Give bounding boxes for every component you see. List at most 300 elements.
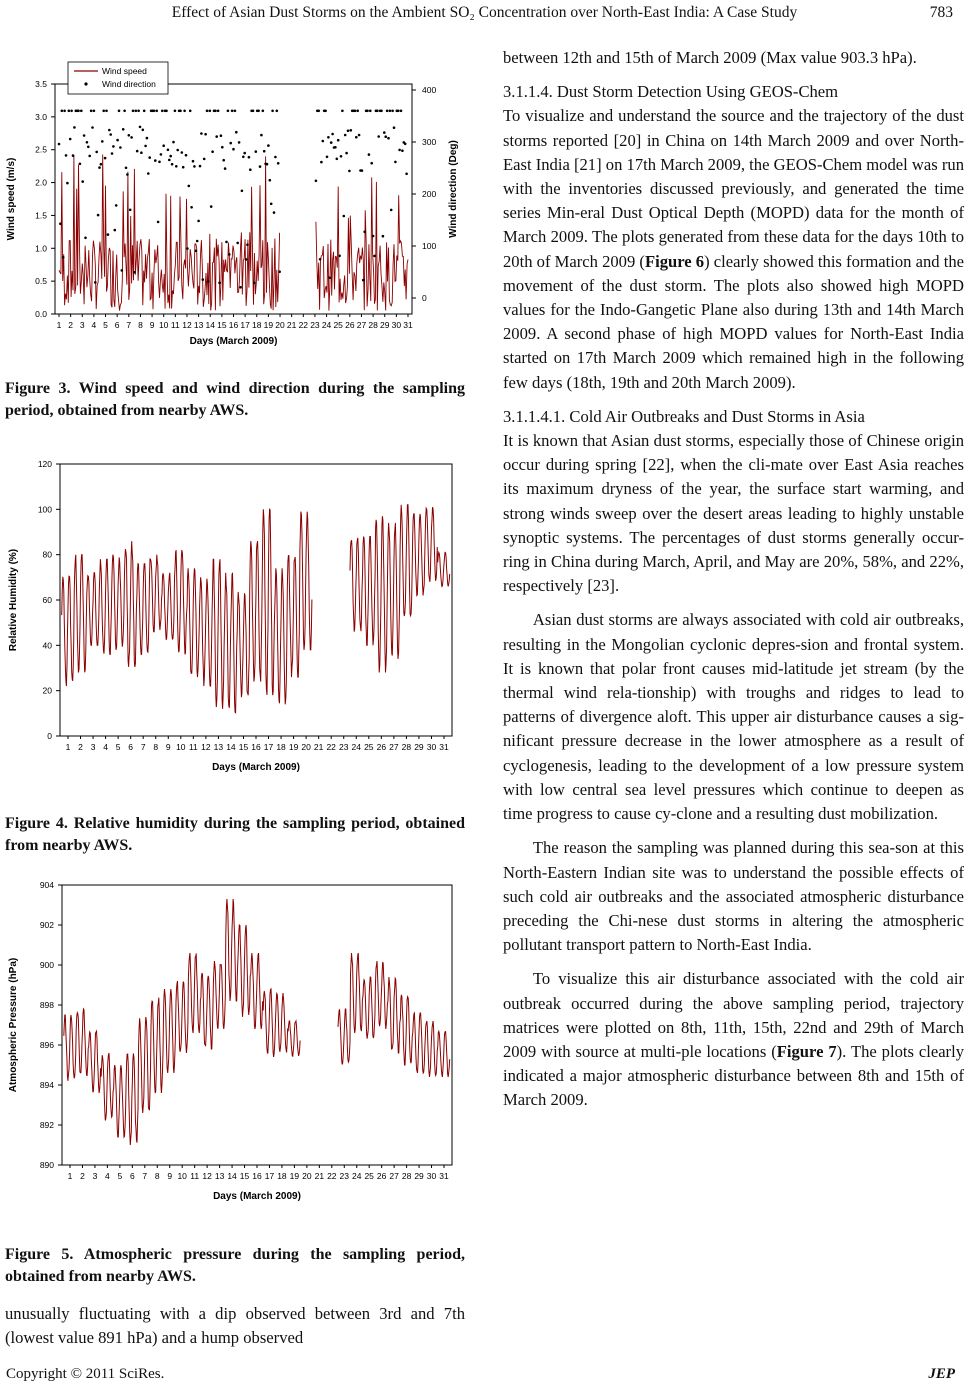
wind-direction-point xyxy=(118,110,121,113)
wind-direction-point xyxy=(109,133,112,136)
wind-direction-point xyxy=(63,110,66,113)
wind-direction-point xyxy=(334,146,337,149)
x-axis-label: Days (March 2009) xyxy=(213,1191,301,1202)
wind-direction-point xyxy=(94,281,97,284)
wind-direction-point xyxy=(393,126,396,129)
wind-direction-point xyxy=(320,161,323,164)
x-tick-label: 9 xyxy=(149,320,155,330)
wind-direction-point xyxy=(93,110,96,113)
y-tick-label: 902 xyxy=(39,920,54,930)
wind-direction-point xyxy=(370,162,373,165)
y2-tick-label: 200 xyxy=(422,189,437,199)
x-tick-label: 14 xyxy=(227,1171,237,1181)
wind-direction-point xyxy=(253,282,256,285)
y2-tick-label: 300 xyxy=(422,137,437,147)
wind-direction-point xyxy=(222,159,225,162)
wind-direction-point xyxy=(147,172,150,175)
wind-direction-point xyxy=(273,211,276,214)
y2-tick-label: 400 xyxy=(422,85,437,95)
wind-direction-point xyxy=(239,286,242,289)
wind-direction-point xyxy=(356,110,359,113)
wind-direction-point xyxy=(176,149,179,152)
x-tick-label: 24 xyxy=(351,1171,362,1181)
wind-direction-point xyxy=(107,233,110,236)
y-tick-label: 1.5 xyxy=(35,210,47,221)
wind-direction-point xyxy=(331,133,334,136)
wind-direction-point xyxy=(221,146,224,149)
wind-direction-point xyxy=(80,110,83,113)
wind-direction-point xyxy=(372,235,375,238)
x-tick-label: 5 xyxy=(115,742,121,752)
paragraph: It is known that Asian dust storms, especially those of Chinese origin occur during spring [22], when the cli-mate over East Asia reaches its maximum dryness of the year, the surface start warming, and strong winds sweep over the desert areas leading to highly unstable synoptic systems. The percentages of dust storms generally occur-ring in China during March, April, and May are 20%, 58%, and 22%, respectively [23]. xyxy=(503,431,964,596)
x-tick-label: 15 xyxy=(217,320,227,330)
wind-direction-point xyxy=(171,163,174,166)
wind-direction-point xyxy=(167,149,170,152)
x-tick-label: 16 xyxy=(228,320,239,330)
wind-direction-point xyxy=(259,165,262,168)
x-tick-label: 19 xyxy=(263,320,274,330)
wind-direction-point xyxy=(224,167,227,170)
wind-direction-point xyxy=(248,156,251,159)
x-tick-label: 20 xyxy=(301,742,311,752)
figure-4-caption: Figure 4. Relative humidity during the sampling period, obtained from nearby AWS. xyxy=(5,815,465,854)
wind-direction-point xyxy=(347,130,350,133)
x-tick-label: 21 xyxy=(314,1171,325,1181)
copyright: Copyright © 2011 SciRes. xyxy=(6,1366,165,1382)
wind-direction-point xyxy=(157,221,160,224)
x-tick-label: 11 xyxy=(170,320,180,330)
x-tick-label: 20 xyxy=(302,1171,312,1181)
wind-direction-point xyxy=(148,156,151,159)
wind-direction-point xyxy=(337,139,340,142)
wind-direction-point xyxy=(65,154,68,157)
wind-direction-point xyxy=(344,134,347,137)
wind-direction-point xyxy=(246,243,249,246)
wind-direction-point xyxy=(363,231,366,234)
x-tick-label: 4 xyxy=(103,742,108,752)
wind-direction-point xyxy=(400,110,403,113)
pressure-chart xyxy=(0,870,480,1230)
x-tick-label: 28 xyxy=(401,1171,412,1181)
wind-direction-point xyxy=(179,110,182,113)
wind-direction-point xyxy=(128,134,131,137)
wind-direction-point xyxy=(132,110,135,113)
x-tick-label: 15 xyxy=(239,1171,250,1181)
wind-direction-point xyxy=(242,156,245,159)
x-tick-label: 11 xyxy=(188,742,198,752)
wind-direction-point xyxy=(190,206,193,209)
wind-direction-point xyxy=(111,152,114,155)
wind-direction-point xyxy=(354,110,357,113)
wind-direction-point xyxy=(269,179,272,182)
x-tick-label: 29 xyxy=(379,320,390,330)
wind-direction-point xyxy=(172,141,175,144)
x-tick-label: 6 xyxy=(114,320,120,330)
wind-direction-point xyxy=(91,126,94,129)
x-tick-label: 26 xyxy=(376,742,387,752)
wind-direction-point xyxy=(394,161,397,164)
wind-direction-point xyxy=(135,110,138,113)
legend-marker-wind-direction xyxy=(84,82,87,85)
x-tick-label: 7 xyxy=(126,320,132,330)
wind-direction-point xyxy=(104,157,107,160)
wind-direction-point xyxy=(168,159,171,162)
wind-direction-point xyxy=(130,136,133,139)
x-tick-label: 28 xyxy=(401,742,412,752)
wind-direction-point xyxy=(69,138,72,141)
wind-direction-point xyxy=(100,163,103,166)
wind-direction-point xyxy=(119,146,122,149)
wind-direction-point xyxy=(384,135,387,138)
wind-direction-point xyxy=(383,131,386,134)
running-title: Effect of Asian Dust Storms on the Ambient SO₂ Concentration over North-East India: A Case Study xyxy=(171,4,798,21)
paragraph: between 12th and 15th of March 2009 (Max value 903.3 hPa). xyxy=(503,48,917,67)
wind-direction-point xyxy=(267,144,270,147)
wind-direction-point xyxy=(404,143,407,146)
wind-direction-point xyxy=(136,150,139,153)
x-tick-label: 30 xyxy=(426,742,437,752)
x-tick-label: 31 xyxy=(439,742,449,752)
x-tick-label: 6 xyxy=(129,1171,135,1181)
wind-direction-point xyxy=(358,134,361,137)
wind-direction-point xyxy=(143,110,146,113)
plot-frame xyxy=(55,84,412,314)
wind-direction-point xyxy=(137,110,140,113)
wind-direction-point xyxy=(188,185,191,188)
wind-direction-point xyxy=(146,137,149,140)
wind-direction-point xyxy=(108,129,111,132)
wind-direction-point xyxy=(84,237,87,240)
x-tick-label: 31 xyxy=(439,1171,449,1181)
x-tick-label: 18 xyxy=(277,1171,287,1181)
x-tick-label: 1 xyxy=(56,320,62,330)
wind-direction-point xyxy=(189,110,192,113)
x-tick-label: 17 xyxy=(264,1171,275,1181)
wind-direction-point xyxy=(193,165,196,168)
x-tick-label: 23 xyxy=(338,742,349,752)
wind-direction-point xyxy=(97,214,100,217)
y-axis-label: Wind speed (m/s) xyxy=(6,157,17,241)
paragraph: To visualize this air disturbance associated with the cold air outbreak occurred during the above sampling period, trajectory matrices were plotted on 8th, 11th, 15th, 22nd and 29th of March 2009 with source at multi-ple locations (Figure 7). The plots clearly indicated a major atmospheric disturbance between 8th and 15th of March 2009. xyxy=(503,969,964,1110)
wind-direction-point xyxy=(329,276,332,279)
x-tick-label: 1 xyxy=(65,742,71,752)
x-tick-label: 4 xyxy=(91,320,97,330)
wind-direction-point xyxy=(73,126,76,129)
wind-direction-point xyxy=(183,110,186,113)
x-tick-label: 16 xyxy=(252,1171,262,1181)
x-tick-label: 7 xyxy=(142,1171,148,1181)
y-tick-label: 0 xyxy=(47,731,52,741)
figure-3-caption: Figure 3. Wind speed and wind direction during the sampling period, obtained from nearby AWS. xyxy=(5,380,465,419)
wind-direction-point xyxy=(169,155,172,158)
wind-direction-point xyxy=(70,110,73,113)
wind-direction-point xyxy=(95,151,98,154)
wind-direction-point xyxy=(154,159,157,162)
y-tick-label: 3.0 xyxy=(35,111,47,122)
wind-direction-point xyxy=(123,110,126,113)
wind-direction-point xyxy=(144,145,147,148)
x-tick-label: 8 xyxy=(153,742,159,752)
x-tick-label: 29 xyxy=(414,742,424,752)
x-tick-label: 11 xyxy=(190,1171,200,1181)
y-tick-label: 40 xyxy=(42,640,52,651)
x-tick-label: 22 xyxy=(326,742,336,752)
wind-direction-point xyxy=(274,156,277,159)
wind-direction-point xyxy=(278,270,281,273)
x-tick-label: 4 xyxy=(105,1171,110,1181)
x-tick-label: 12 xyxy=(182,320,192,330)
x-tick-label: 18 xyxy=(276,742,286,752)
x-tick-label: 23 xyxy=(310,320,320,330)
x-tick-label: 17 xyxy=(263,742,274,752)
wind-direction-point xyxy=(211,150,214,153)
wind-direction-point xyxy=(122,128,125,131)
x-tick-label: 2 xyxy=(68,320,74,330)
wind-direction-point xyxy=(61,110,64,113)
y2-tick-label: 100 xyxy=(422,241,437,251)
figure-4 xyxy=(0,446,480,791)
wind-direction-point xyxy=(203,158,206,161)
series-atmospheric-pressure xyxy=(64,899,450,1145)
wind-direction-point xyxy=(192,160,195,163)
wind-direction-point xyxy=(362,279,365,282)
y2-axis-label: Wind direction (Deg) xyxy=(448,140,459,238)
y-tick-label: 100 xyxy=(37,504,52,515)
wind-direction-point xyxy=(263,150,266,153)
wind-direction-point xyxy=(199,165,202,168)
y-tick-label: 80 xyxy=(42,549,52,560)
wind-direction-point xyxy=(88,155,91,158)
x-tick-label: 23 xyxy=(339,1171,350,1181)
wind-direction-point xyxy=(207,280,210,283)
x-tick-label: 1 xyxy=(67,1171,73,1181)
x-tick-label: 13 xyxy=(213,742,224,752)
x-axis-label: Days (March 2009) xyxy=(189,336,278,347)
x-tick-label: 25 xyxy=(333,320,343,330)
wind-direction-point xyxy=(401,149,404,152)
wind-direction-point xyxy=(387,137,390,140)
figure-5 xyxy=(0,870,480,1230)
wind-direction-point xyxy=(98,166,101,169)
wind-direction-point xyxy=(68,110,71,113)
figure-5-caption: Figure 5. Atmospheric pressure during the sampling period, obtained from nearby AWS. xyxy=(5,1246,465,1285)
y-tick-label: 120 xyxy=(37,459,52,469)
wind-direction-point xyxy=(255,150,258,153)
wind-direction-point xyxy=(348,170,351,173)
wind-direction-point xyxy=(245,258,248,261)
wind-direction-point xyxy=(389,110,392,113)
x-tick-label: 13 xyxy=(214,1171,225,1181)
paragraph: The reason the sampling was planned during this sea-son at this North-Eastern Indian site was to understand the possible effects of such cold air outbreaks and the associated atmospheric disturbance preceding the Chi-nese dust storms in altering the atmospheric pollutant transport pattern to North-East India. xyxy=(503,838,964,955)
wind-direction-point xyxy=(397,110,400,113)
wind-direction-point xyxy=(231,110,234,113)
running-header xyxy=(0,4,969,24)
wind-direction-point xyxy=(105,110,108,113)
right-column-text xyxy=(503,46,964,1113)
wind-direction-point xyxy=(196,240,199,243)
wind-direction-point xyxy=(341,110,344,113)
x-tick-label: 17 xyxy=(240,320,250,330)
wind-direction-point xyxy=(252,110,255,113)
x-tick-label: 26 xyxy=(376,1171,387,1181)
x-tick-label: 9 xyxy=(167,1171,173,1181)
wind-direction-point xyxy=(90,110,93,113)
wind-direction-point xyxy=(175,165,178,168)
x-tick-label: 3 xyxy=(92,1171,98,1181)
x-tick-label: 29 xyxy=(414,1171,424,1181)
wind-direction-point xyxy=(369,110,372,113)
wind-direction-point xyxy=(86,141,89,144)
wind-direction-point xyxy=(271,110,274,113)
section-heading: 3.1.1.4.1. Cold Air Outbreaks and Dust Storms in Asia xyxy=(503,406,865,426)
wind-direction-point xyxy=(229,142,232,145)
wind-direction-point xyxy=(386,110,389,113)
x-axis-label: Days (March 2009) xyxy=(212,762,300,773)
x-tick-label: 6 xyxy=(128,742,134,752)
wind-direction-point xyxy=(249,168,252,171)
x-tick-label: 5 xyxy=(117,1171,123,1181)
wind-direction-point xyxy=(366,110,369,113)
x-tick-label: 15 xyxy=(238,742,249,752)
wind-direction-point xyxy=(330,141,333,144)
series-wind-speed xyxy=(59,155,408,311)
x-tick-label: 14 xyxy=(226,742,236,752)
legend-label-wind-speed: Wind speed xyxy=(102,66,147,76)
wind-direction-point xyxy=(126,173,129,176)
wind-direction-point xyxy=(326,156,329,159)
x-tick-label: 8 xyxy=(138,320,143,330)
y-tick-label: 3.5 xyxy=(35,79,47,89)
x-tick-label: 10 xyxy=(176,742,186,752)
x-tick-label: 16 xyxy=(251,742,261,752)
wind-direction-point xyxy=(266,163,269,166)
x-tick-label: 28 xyxy=(368,320,378,330)
wind-direction-point xyxy=(140,151,143,154)
wind-direction-point xyxy=(405,173,408,176)
paragraph: To visualize and understand the source and the trajectory of the dust storms reported [20] in China on 14th March 2009 and over North-East India [21] on 17th March 2009, the GEOS-Chem model was run with the inventories discussed previously, and generated the time series Min-eral Dust Optical Depth (MOPD) data for the month of March 2009. The plots generated from these data for the days 10th to 20th of March 2009 (Figure 6) clearly showed this formation and the movement of the dust storm. The plots also showed high MOPD values for the Indo-Gangetic Plane also during 13th and 14th March 2009. A second phase of high MOPD values for North-East India started on 17th March 2009 which remained high in the following few days (18th, 19th and 20th March 2009). xyxy=(503,106,965,392)
wind-direction-point xyxy=(227,110,230,113)
wind-direction-point xyxy=(350,129,353,132)
wind-direction-point xyxy=(260,134,263,137)
y-tick-label: 900 xyxy=(39,960,54,970)
wind-direction-point xyxy=(382,235,385,238)
wind-direction-point xyxy=(277,162,280,165)
humidity-chart xyxy=(0,446,480,791)
wind-direction-point xyxy=(83,134,86,137)
wind-direction-point xyxy=(391,110,394,113)
wind-direction-point xyxy=(322,140,325,143)
wind-direction-point xyxy=(340,155,343,158)
series-relative-humidity xyxy=(62,505,450,713)
y-tick-label: 2.5 xyxy=(35,144,47,155)
x-tick-label: 12 xyxy=(201,742,211,752)
wind-direction-point xyxy=(234,110,237,113)
wind-direction-point xyxy=(66,182,69,185)
figure-reference: Figure 6 xyxy=(644,251,705,271)
legend-label-wind-direction: Wind direction xyxy=(102,79,156,89)
wind-direction-point xyxy=(153,110,156,113)
wind-direction-point xyxy=(121,269,124,272)
wind-direction-point xyxy=(270,203,273,206)
y-tick-label: 20 xyxy=(42,685,52,696)
wind-direction-point xyxy=(210,205,213,208)
wind-direction-point xyxy=(102,110,105,113)
wind-direction-point xyxy=(186,247,189,250)
wind-direction-point xyxy=(373,255,376,258)
x-tick-label: 12 xyxy=(202,1171,212,1181)
wind-direction-point xyxy=(158,161,161,164)
wind-direction-point xyxy=(58,143,61,146)
figure-3 xyxy=(0,46,480,356)
wind-direction-point xyxy=(218,282,221,285)
x-tick-label: 9 xyxy=(165,742,171,752)
page-footer xyxy=(0,1366,969,1384)
wind-direction-point xyxy=(214,110,217,113)
wind-direction-point xyxy=(206,110,209,113)
wind-direction-point xyxy=(133,271,136,274)
x-tick-label: 21 xyxy=(286,320,297,330)
x-tick-label: 30 xyxy=(391,320,402,330)
wind-direction-point xyxy=(235,131,238,134)
wind-direction-point xyxy=(225,241,228,244)
wind-direction-point xyxy=(217,110,220,113)
x-tick-label: 10 xyxy=(158,320,169,330)
wind-direction-point xyxy=(380,110,383,113)
x-tick-label: 7 xyxy=(140,742,146,752)
wind-chart xyxy=(0,46,480,356)
x-tick-label: 21 xyxy=(313,742,324,752)
x-tick-label: 10 xyxy=(177,1171,187,1181)
y-tick-label: 892 xyxy=(39,1120,54,1130)
y-tick-label: 890 xyxy=(39,1160,54,1170)
figure-reference: Figure 7 xyxy=(776,1041,837,1061)
wind-direction-point xyxy=(139,126,142,129)
journal-abbrev: JEP xyxy=(928,1366,955,1382)
wind-direction-point xyxy=(228,253,231,256)
wind-direction-point xyxy=(59,222,62,225)
wind-direction-point xyxy=(324,110,327,113)
wind-direction-point xyxy=(202,278,205,281)
wind-direction-point xyxy=(215,135,218,138)
y-tick-label: 0.5 xyxy=(35,276,47,287)
wind-direction-point xyxy=(355,136,358,139)
wind-direction-point xyxy=(368,153,371,156)
wind-direction-point xyxy=(165,110,168,113)
x-tick-label: 20 xyxy=(275,320,285,330)
wind-direction-point xyxy=(114,229,117,232)
wind-direction-point xyxy=(390,209,393,212)
x-tick-label: 14 xyxy=(205,320,215,330)
wind-direction-point xyxy=(338,255,341,258)
wind-direction-point xyxy=(129,209,132,212)
wind-direction-point xyxy=(182,166,185,169)
y2-tick-label: 0 xyxy=(422,293,427,303)
x-tick-label: 18 xyxy=(252,320,262,330)
wind-direction-point xyxy=(232,148,235,151)
wind-direction-point xyxy=(161,110,164,113)
x-tick-label: 31 xyxy=(403,320,413,330)
page-number: 783 xyxy=(929,4,953,21)
paragraph: Asian dust storms are always associated with cold air outbreaks, resulting in the Mongolian cyclonic depres-sion and frontal system. It is known that polar front causes mid-latitude jet stream (by the thermal wind rela-tionship) with troughs and ridges to lead to patterns of divergence aloft. This upper air disturbance causes a sig-nificant pressure decrease in the lower atmosphere as a result of cyclogenesis, leading to the development of a low pressure system with low central sea level pressures which continue to deepen as time progress to cause cy-clone and a resulting dust mobilization. xyxy=(503,610,964,824)
x-tick-label: 19 xyxy=(289,1171,300,1181)
x-tick-label: 3 xyxy=(90,742,96,752)
section-heading: 3.1.1.4. Dust Storm Detection Using GEOS-Chem xyxy=(503,82,839,102)
y-tick-label: 60 xyxy=(42,595,52,605)
wind-direction-point xyxy=(276,110,279,113)
y-tick-label: 896 xyxy=(39,1040,54,1050)
x-tick-label: 5 xyxy=(103,320,108,330)
wind-direction-point xyxy=(79,163,82,166)
